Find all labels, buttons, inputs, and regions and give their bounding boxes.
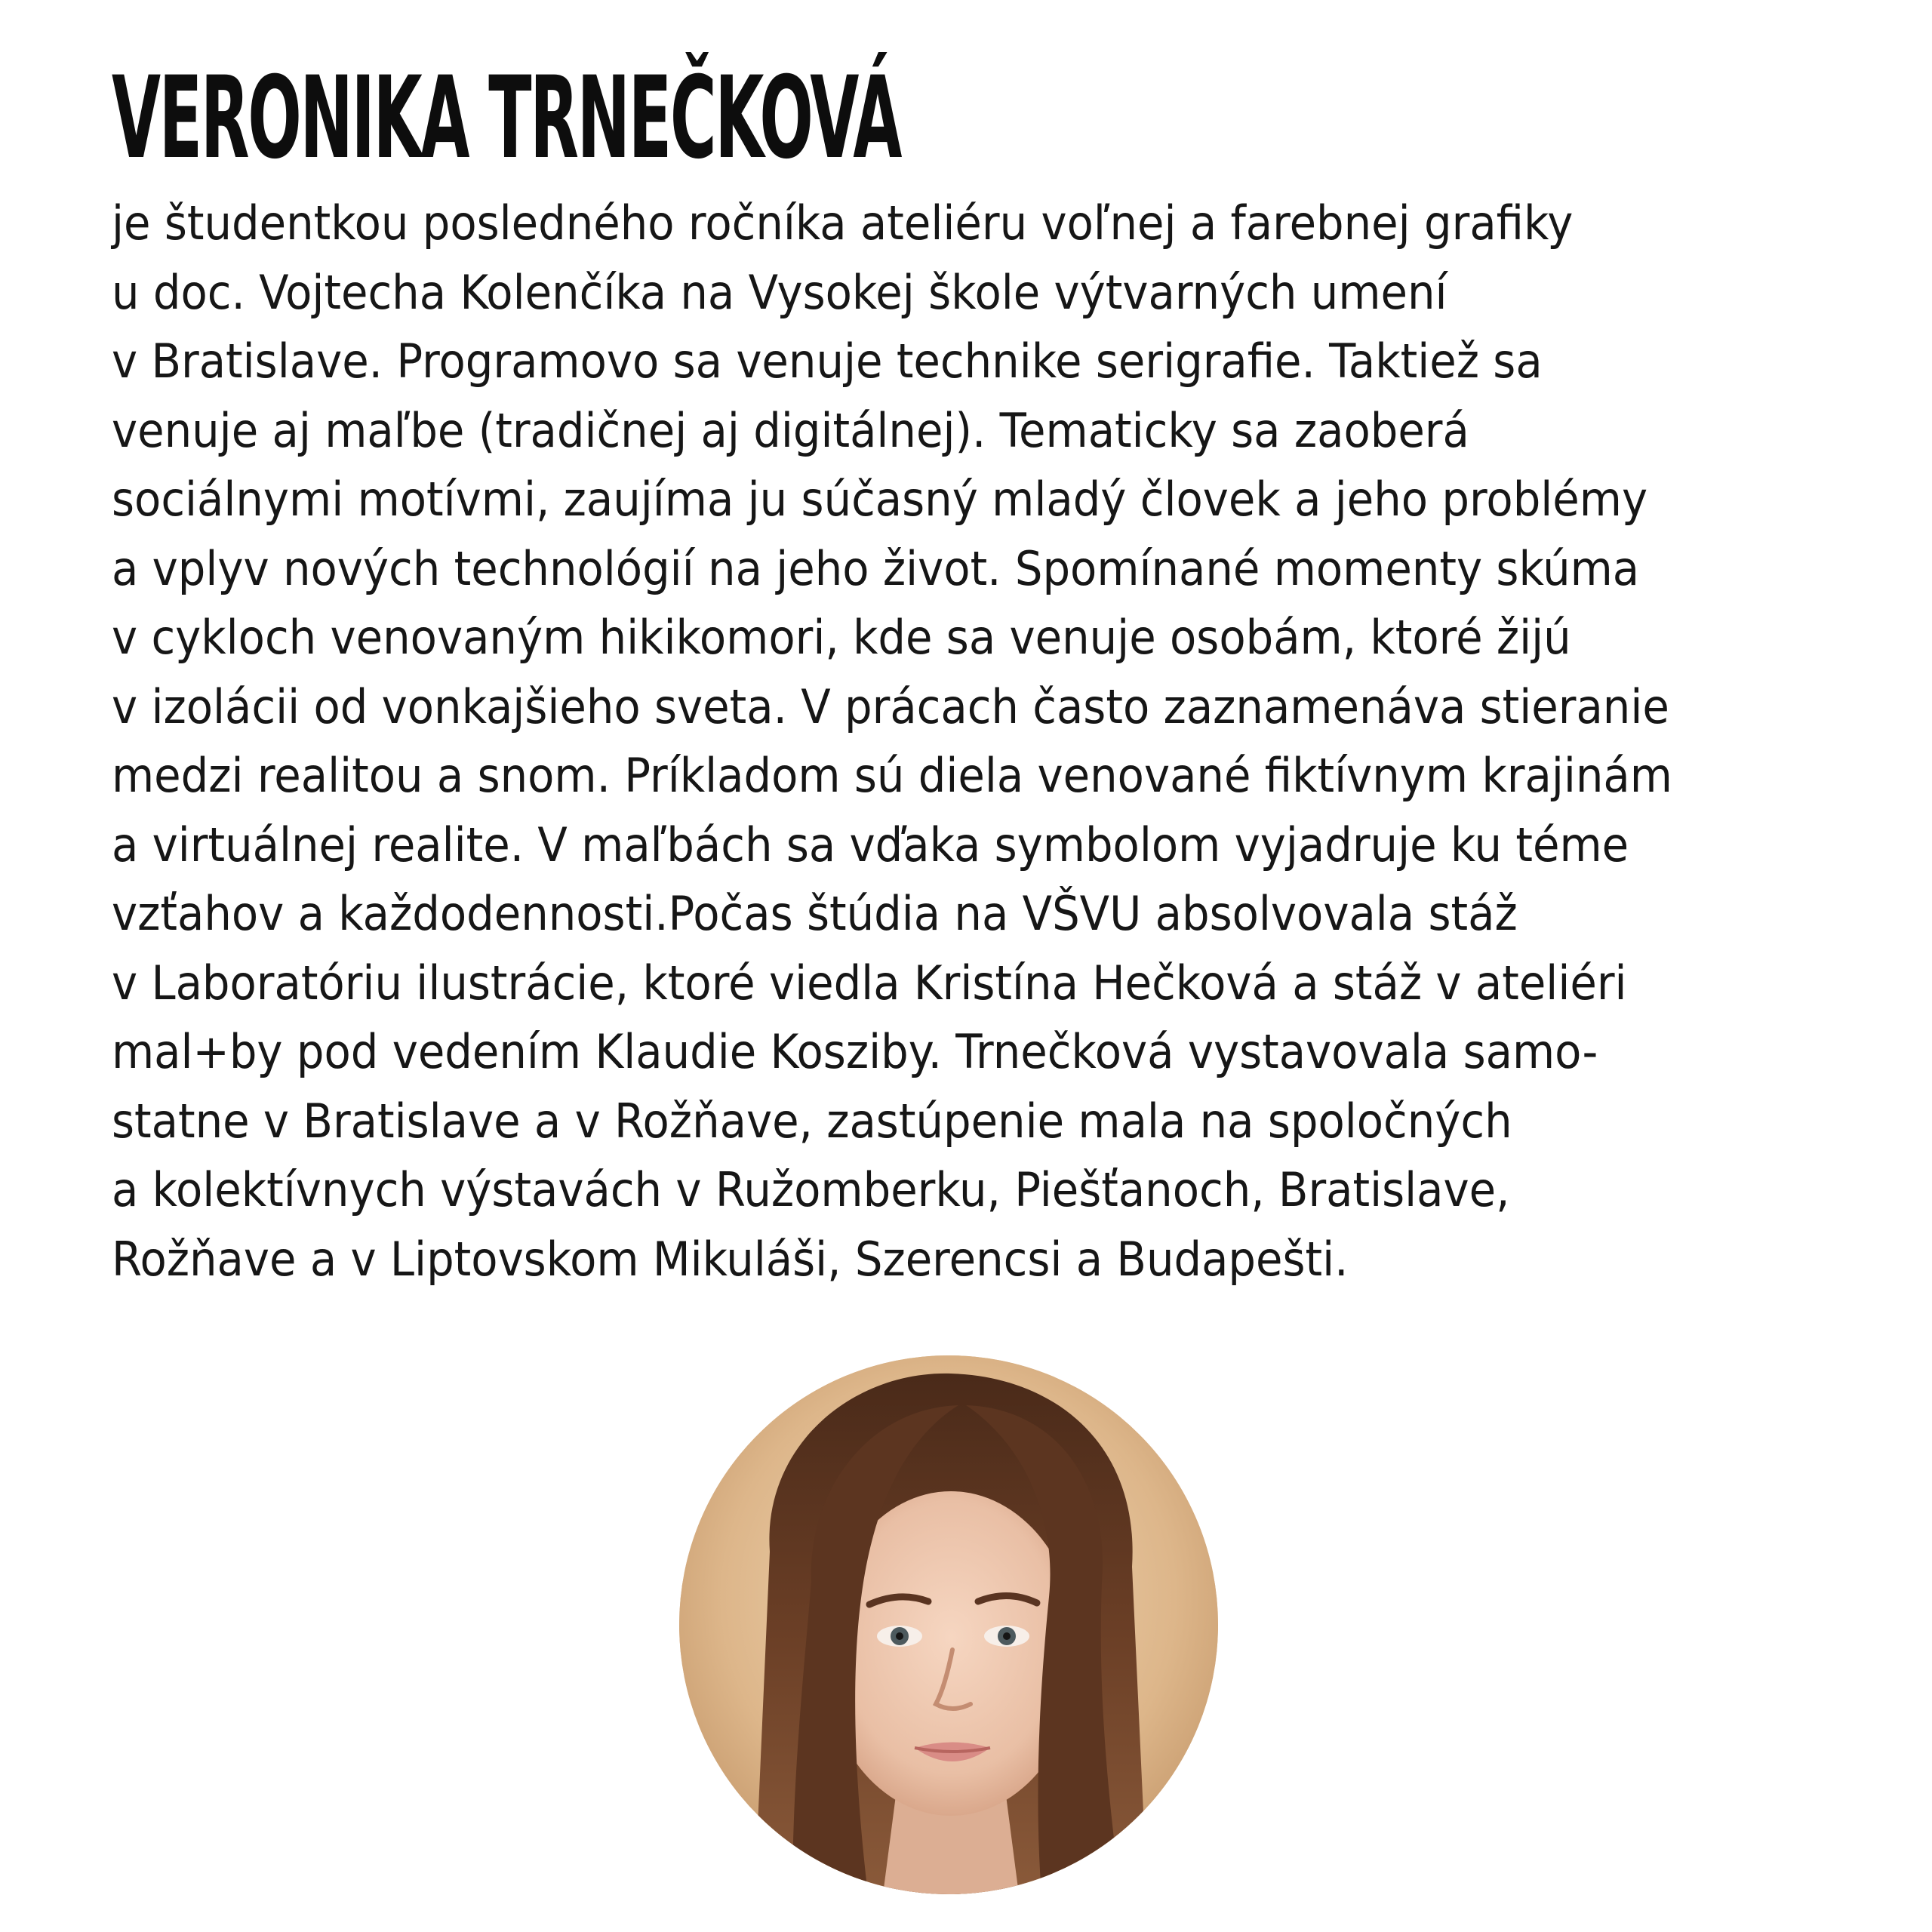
bio-line: statne v Bratislave a v Rožňave, zastúpenie mala na spoločných — [112, 1093, 1512, 1149]
bio-line: medzi realitou a snom. Príkladom sú diela venované fiktívnym krajinám — [112, 748, 1672, 803]
bio-line: mal+by pod vedením Klaudie Kosziby. Trnečková vystavovala samo- — [112, 1024, 1598, 1079]
artist-name-heading: VERONIKA TRNEČKOVÁ — [112, 53, 901, 184]
bio-line: vzťahov a každodennosti.Počas štúdia na VŠVU absolvovala stáž — [112, 886, 1518, 941]
artist-biography — [112, 189, 1885, 1294]
bio-line: v izolácii od vonkajšieho sveta. V prácach často zaznamenáva stieranie — [112, 678, 1669, 734]
bio-line: je študentkou posledného ročníka ateliéru voľnej a farebnej grafiky — [112, 195, 1574, 251]
bio-line: v cykloch venovaným hikikomori, kde sa venuje osobám, ktoré žijú — [112, 610, 1571, 665]
bio-line: a vplyv nových technológií na jeho život. Spomínané momenty skúma — [112, 540, 1640, 596]
bio-line: u doc. Vojtecha Kolenčíka na Vysokej škole výtvarných umení — [112, 264, 1447, 320]
bio-line: a kolektívnych výstavách v Ružomberku, Piešťanoch, Bratislave, — [112, 1162, 1510, 1217]
bio-line: a virtuálnej realite. V maľbách sa vďaka symbolom vyjadruje ku téme — [112, 817, 1629, 872]
bio-line: Rožňave a v Liptovskom Mikuláši, Szerencsi a Budapešti. — [112, 1231, 1349, 1287]
bio-line: v Bratislave. Programovo sa venuje technike serigrafie. Taktiež sa — [112, 334, 1543, 389]
portrait-photo — [679, 1355, 1218, 1894]
bio-line: v Laboratóriu ilustrácie, ktoré viedla Kristína Hečková a stáž v ateliéri — [112, 955, 1627, 1011]
bio-line: sociálnymi motívmi, zaujíma ju súčasný mladý človek a jeho problémy — [112, 472, 1648, 527]
bio-line: venuje aj maľbe (tradičnej aj digitálnej). Tematicky sa zaoberá — [112, 402, 1469, 458]
portrait-illustration — [679, 1355, 1218, 1894]
left-pupil — [896, 1632, 903, 1640]
right-pupil — [1003, 1632, 1011, 1640]
